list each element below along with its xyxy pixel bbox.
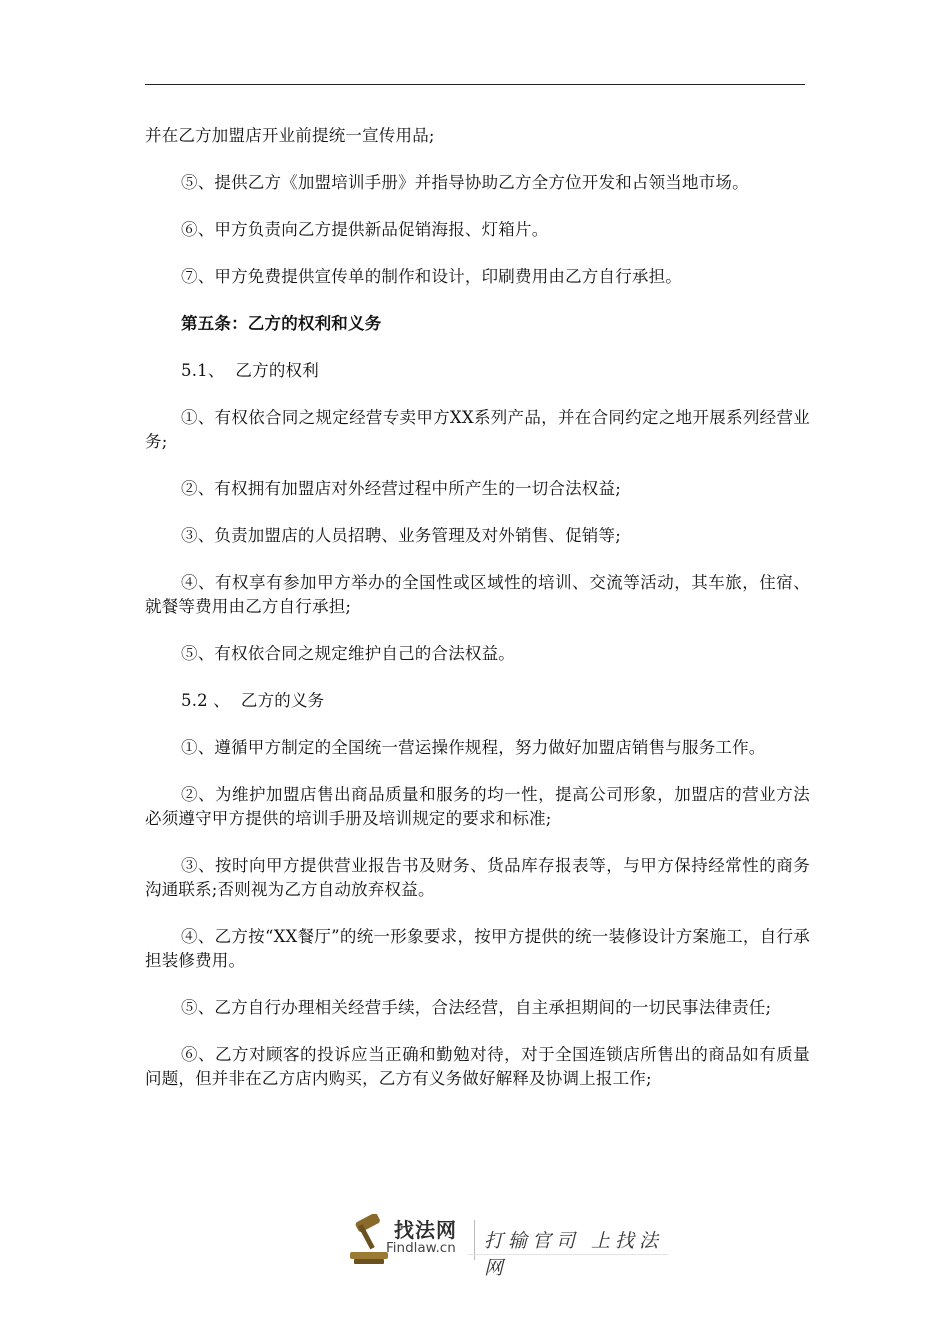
paragraph: ②、有权拥有加盟店对外经营过程中所产生的一切合法权益; — [181, 479, 621, 498]
brand-name-en: Findlaw.cn — [386, 1240, 456, 1256]
paragraph: 5.1、 乙方的权利 — [181, 361, 319, 380]
paragraph: ⑥、乙方对顾客的投诉应当正确和勤勉对待，对于全国连锁店所售出的商品如有质量问题，但并非在乙方店内购买，乙方有义务做好解释及协调上报工作; — [145, 1045, 810, 1088]
paragraph: ①、有权依合同之规定经营专卖甲方XX系列产品，并在合同约定之地开展系列经营业务; — [145, 408, 810, 451]
paragraph: ③、负责加盟店的人员招聘、业务管理及对外销售、促销等; — [181, 526, 621, 545]
paragraph: ③、按时向甲方提供营业报告书及财务、货品库存报表等，与甲方保持经常性的商务沟通联系;否则视为乙方自动放弃权益。 — [145, 856, 810, 899]
footer-underline — [468, 1254, 668, 1255]
footer-logo — [346, 1212, 676, 1279]
paragraph: 5.2 、 乙方的义务 — [181, 691, 325, 710]
paragraph: 并在乙方加盟店开业前提统一宣传用品; — [145, 126, 435, 145]
paragraph: ⑤、提供乙方《加盟培训手册》并指导协助乙方全方位开发和占领当地市场。 — [181, 173, 749, 192]
paragraph: ⑥、甲方负责向乙方提供新品促销海报、灯箱片。 — [181, 220, 549, 239]
paragraph: ⑤、乙方自行办理相关经营手续，合法经营，自主承担期间的一切民事法律责任; — [181, 998, 772, 1017]
paragraph: ②、为维护加盟店售出商品质量和服务的均一性，提高公司形象，加盟店的营业方法必须遵守甲方提供的培训手册及培训规定的要求和标准; — [145, 785, 810, 828]
paragraph: ①、遵循甲方制定的全国统一营运操作规程，努力做好加盟店销售与服务工作。 — [181, 738, 766, 757]
footer-slogan: 打输官司 上找法网 — [484, 1230, 664, 1279]
paragraph: ④、乙方按“XX餐厅”的统一形象要求，按甲方提供的统一装修设计方案施工，自行承担装修费用。 — [145, 927, 810, 970]
paragraph: ④、有权享有参加甲方举办的全国性或区域性的培训、交流等活动，其车旅，住宿、就餐等费用由乙方自行承担; — [145, 573, 810, 616]
paragraph: ⑤、有权依合同之规定维护自己的合法权益。 — [181, 644, 515, 663]
document-body — [145, 124, 810, 1114]
paragraph: ⑦、甲方免费提供宣传单的制作和设计，印刷费用由乙方自行承担。 — [181, 267, 682, 286]
brand-name-cn: 找法网 — [394, 1218, 457, 1242]
section-heading: 第五条：乙方的权利和义务 — [181, 314, 382, 333]
header-rule — [145, 84, 805, 85]
